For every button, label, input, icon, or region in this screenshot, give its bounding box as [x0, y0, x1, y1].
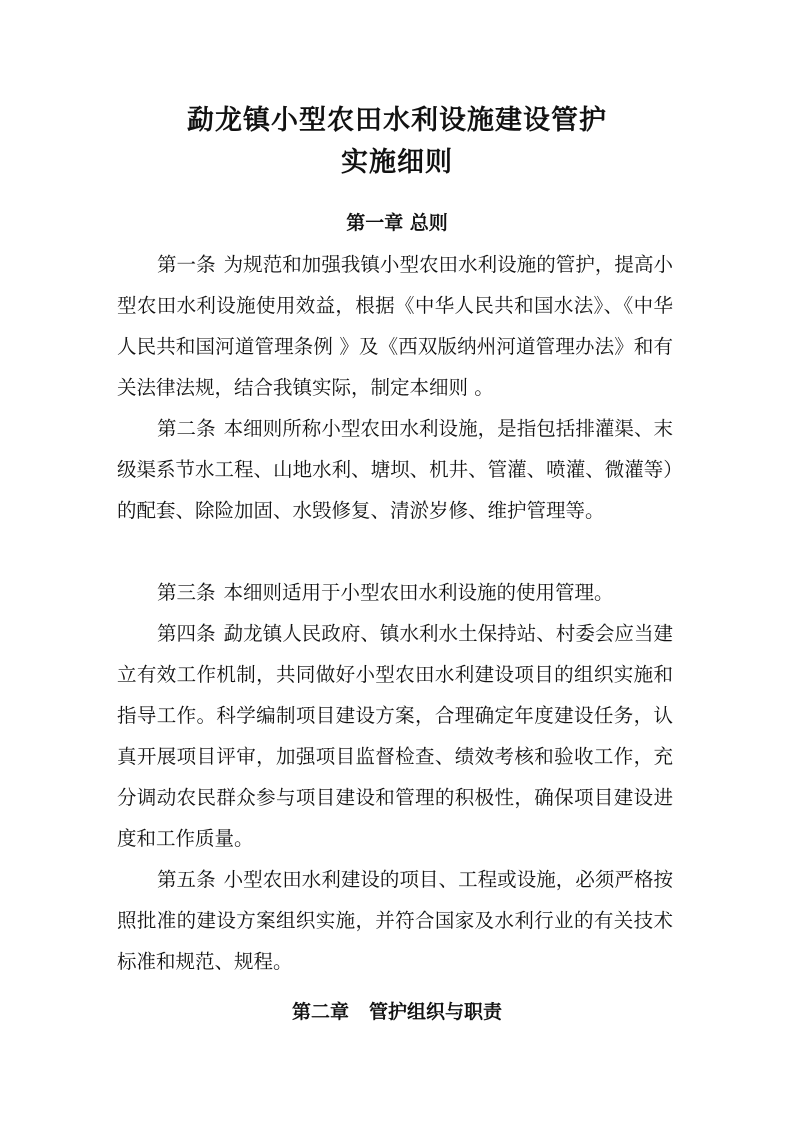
article-paragraph: [117, 572, 673, 613]
article-text: 本细则适用于小型农田水利设施的使用管理。: [223, 581, 614, 604]
chapter-heading-2: [0, 999, 794, 1025]
article-label: 第三条: [157, 581, 216, 604]
article-text: 勐龙镇人民政府、镇水利水土保持站、村委会应当建立有效工作机制，共同做好小型农田水利建设项目的组织实施和指导工作。科学编制项目建设方案，合理确定年度建设任务，认真开展项目评审，加强项目监督检查、绩效考核和验收工作，充分调动农民群众参与项目建设和管理的积极性，确保项目建设进度和工作质量。: [117, 622, 673, 850]
article-label: 第五条: [157, 868, 216, 891]
article-label: 第四条: [157, 622, 216, 645]
document-title-line1: 勐龙镇小型农田水利设施建设管护: [187, 105, 607, 136]
article-text: 为规范和加强我镇小型农田水利设施的管护，提高小型农田水利设施使用效益，根据《中华人民共和国水法》、《中华人民共和国河道管理条例 》及《西双版纳州河道管理办法》和有关法律法规，结合我镇实际，制定本细则 。: [117, 253, 673, 399]
article-paragraph: [117, 859, 673, 982]
article-label: 第二条: [157, 417, 216, 440]
article-text: 本细则所称小型农田水利设施，是指包括排灌渠、末级渠系节水工程、山地水利、塘坝、机井、管灌、喷灌、微灌等）的配套、除险加固、水毁修复、清淤岁修、维护管理等。: [117, 417, 673, 522]
article-label: 第一条: [157, 253, 216, 276]
document-title-line2: 实施细则: [341, 147, 453, 178]
article-paragraph: [117, 408, 673, 531]
chapter-number: 第二章: [291, 1001, 349, 1023]
article-text: 小型农田水利建设的项目、工程或设施，必须严格按照批准的建设方案组织实施，并符合国家及水利行业的有关技术标准和规范、规程。: [117, 868, 673, 973]
chapter-title: 管护组织与职责: [369, 1001, 503, 1023]
article-paragraph: [117, 613, 673, 859]
article-paragraph: [117, 244, 673, 408]
chapter-heading-1: 第一章 总则: [346, 212, 448, 234]
